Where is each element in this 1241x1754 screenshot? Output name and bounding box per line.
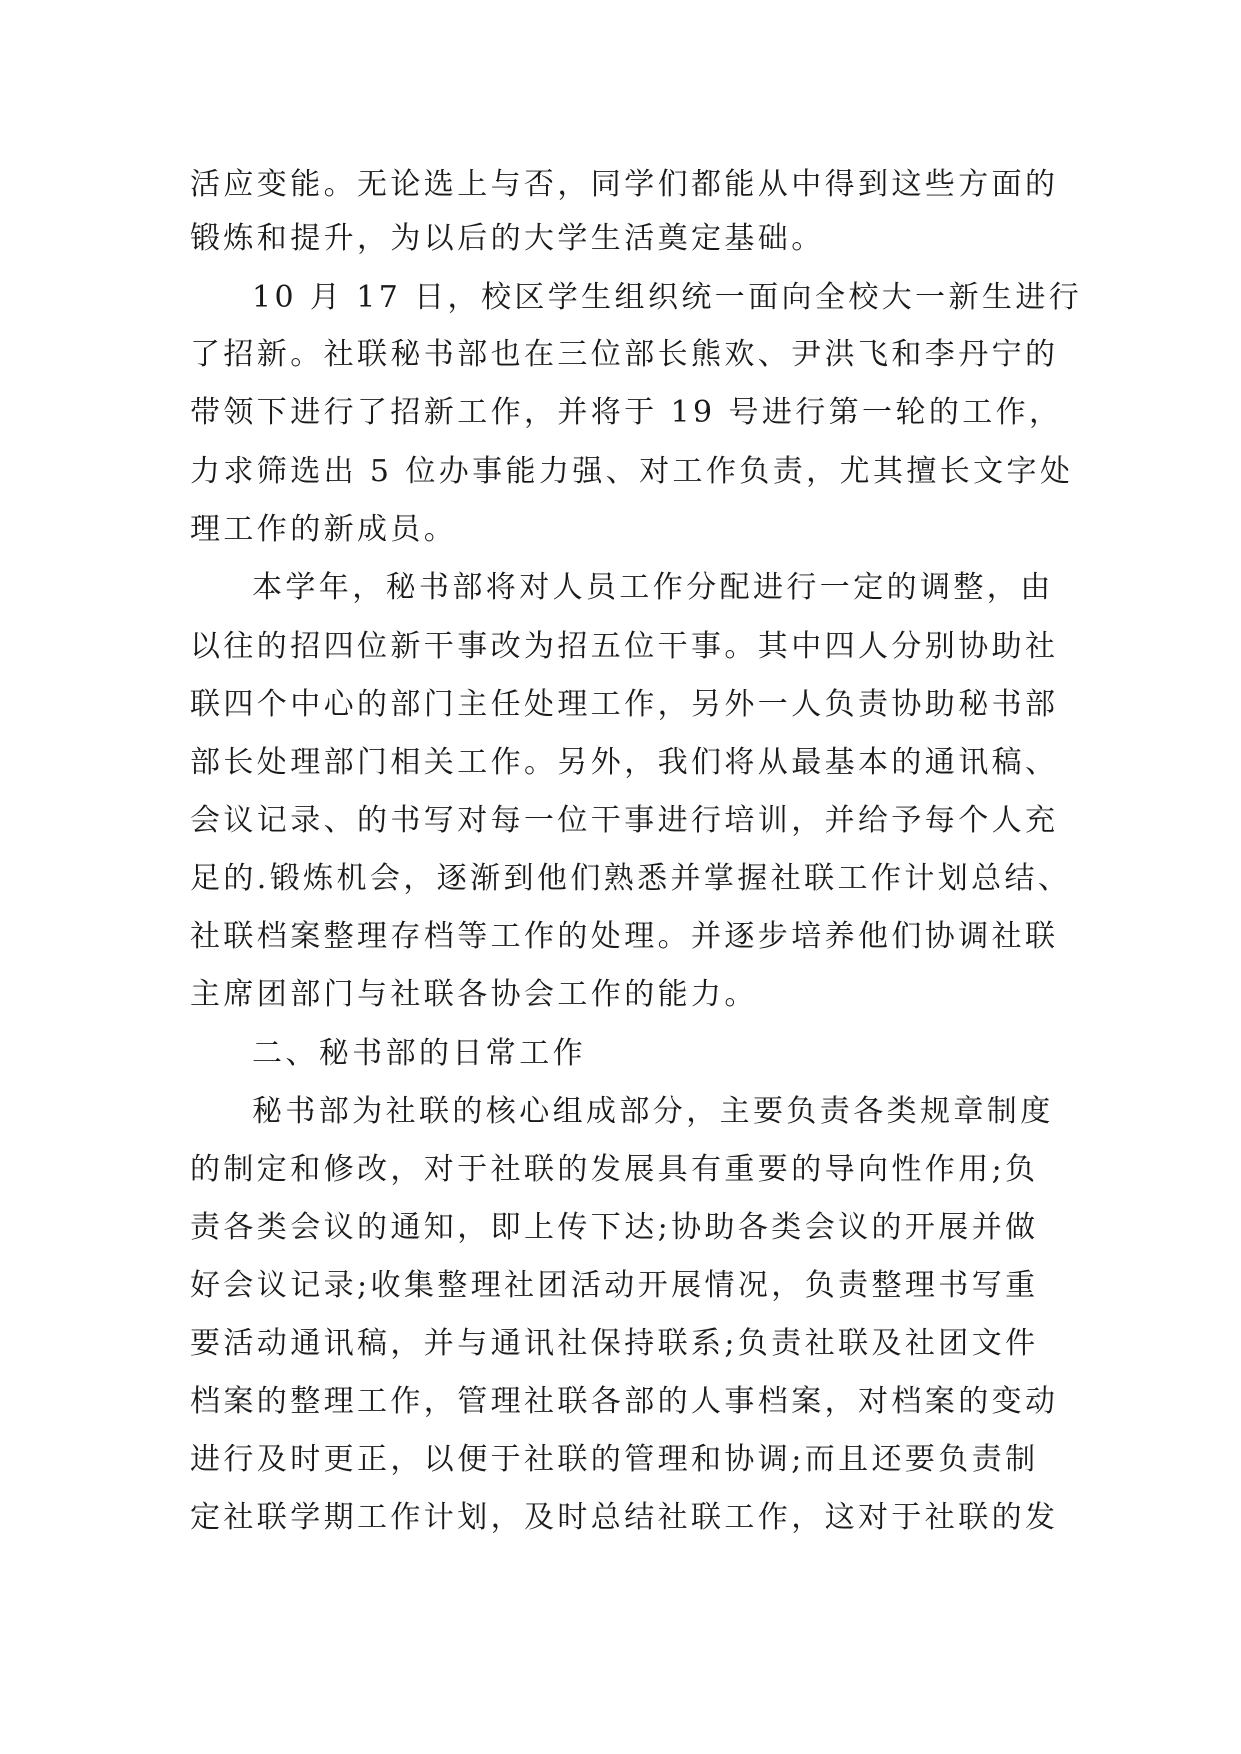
text-line: 会议记录、的书写对每一位干事进行培训，并给予每个人充 — [190, 803, 1059, 838]
paragraph-first-line: 秘书部为社联的核心组成部分，主要负责各类规章制度 — [252, 1094, 1054, 1129]
text-line: 锻炼和提升，为以后的大学生活奠定基础。 — [190, 221, 825, 256]
text-line: 活应变能。无论选上与否，同学们都能从中得到这些方面的 — [190, 167, 1059, 202]
text-line: 联四个中心的部门主任处理工作，另外一人负责协助秘书部 — [190, 687, 1059, 722]
paragraph-first-line: 本学年，秘书部将对人员工作分配进行一定的调整，由 — [252, 570, 1054, 605]
paragraph-first-line: 10 月 17 日，校区学生组织统一面向全校大一新生进行 — [252, 280, 1083, 315]
text-line: 了招新。社联秘书部也在三位部长熊欢、尹洪飞和李丹宁的 — [190, 337, 1059, 372]
text-line: 的制定和修改，对于社联的发展具有重要的导向性作用;负 — [190, 1152, 1039, 1187]
text-line: 带领下进行了招新工作，并将于 19 号进行第一轮的工作， — [190, 395, 1063, 430]
section-heading: 二、秘书部的日常工作 — [252, 1036, 586, 1071]
text-line: 足的.锻炼机会，逐渐到他们熟悉并掌握社联工作计划总结、 — [190, 861, 1072, 896]
text-line: 部长处理部门相关工作。另外，我们将从最基本的通讯稿、 — [190, 745, 1059, 780]
text-line: 要活动通讯稿，并与通讯社保持联系;负责社联及社团文件 — [190, 1326, 1039, 1361]
text-line: 好会议记录;收集整理社团活动开展情况，负责整理书写重 — [190, 1268, 1039, 1303]
text-line: 定社联学期工作计划，及时总结社联工作，这对于社联的发 — [190, 1500, 1059, 1535]
text-line: 以往的招四位新干事改为招五位干事。其中四人分别协助社 — [190, 629, 1059, 664]
text-line: 社联档案整理存档等工作的处理。并逐步培养他们协调社联 — [190, 919, 1059, 954]
text-line: 理工作的新成员。 — [190, 512, 458, 547]
text-line: 责各类会议的通知，即上传下达;协助各类会议的开展并做 — [190, 1210, 1039, 1245]
text-line: 主席团部门与社联各协会工作的能力。 — [190, 977, 758, 1012]
text-line: 档案的整理工作，管理社联各部的人事档案，对档案的变动 — [190, 1384, 1059, 1419]
text-line: 进行及时更正，以便于社联的管理和协调;而且还要负责制 — [190, 1442, 1039, 1477]
text-line: 力求筛选出 5 位办事能力强、对工作负责，尤其擅长文字处 — [190, 454, 1074, 489]
